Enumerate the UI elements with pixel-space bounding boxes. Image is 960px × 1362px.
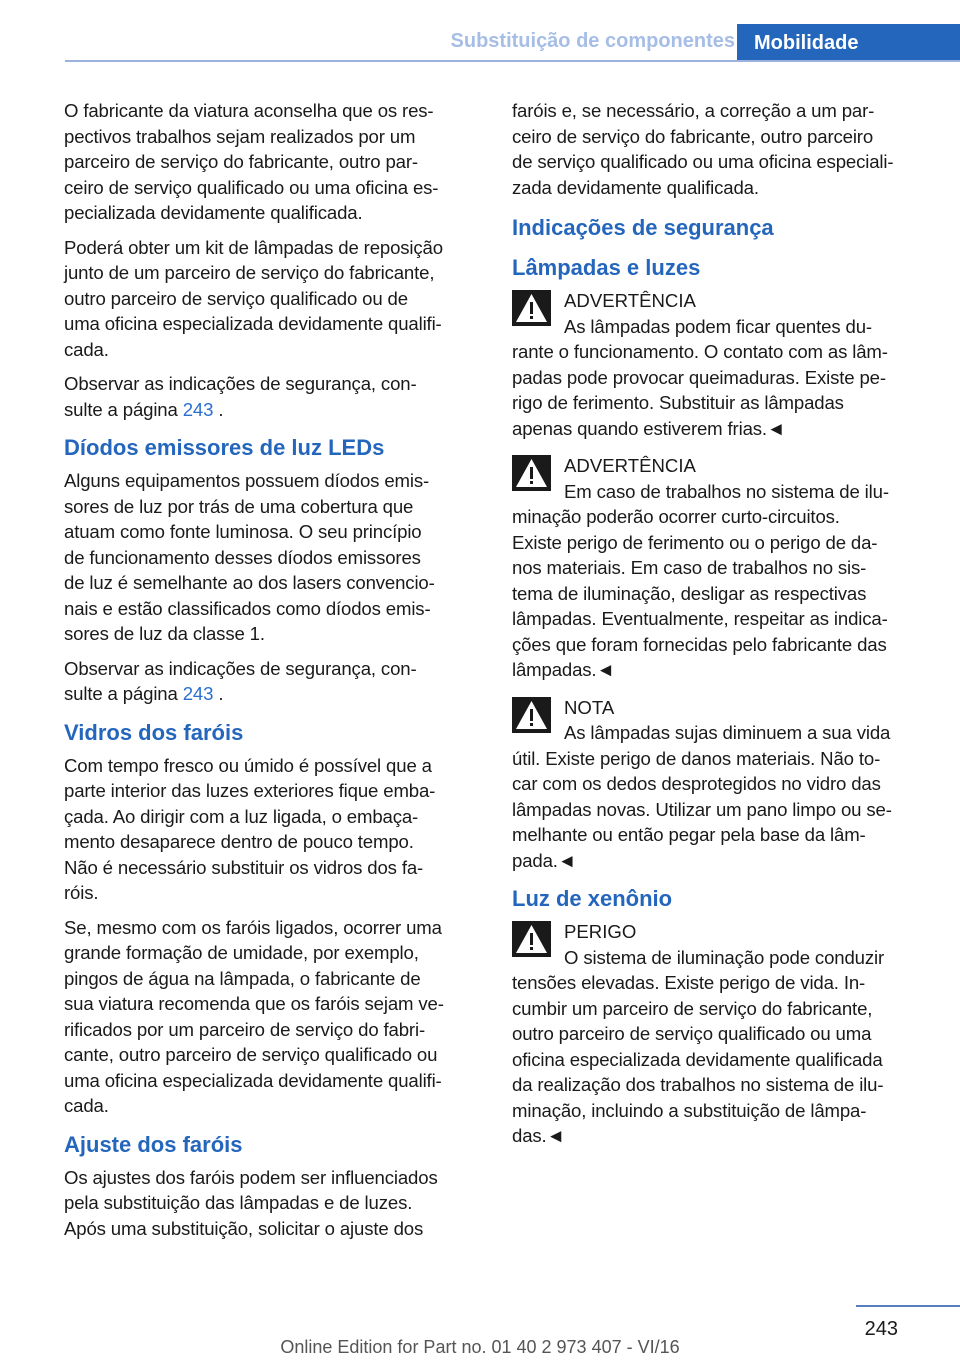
heading-xenon-light: Luz de xenônio bbox=[512, 886, 673, 911]
header-chapter-tab bbox=[737, 24, 960, 62]
paragraph-workshop-advice: O fabricante da viatura aconselha que os res- pectivos trabalhos sejam realizados por um parceiro de serviço do fabricante, outro par- ceiro de serviço qualificado ou uma oficina es- pecializada devidamente qualificada. bbox=[64, 100, 439, 223]
footer-edition-text: Online Edition for Part no. 01 40 2 973 407 - VI/16 bbox=[280, 1337, 680, 1357]
header-chapter-label: Mobilidade bbox=[754, 31, 859, 54]
warning-notice-short-circuit bbox=[512, 453, 930, 683]
danger-text: O sistema de iluminação pode conduzir tensões elevadas. Existe perigo de vida. In- cumbir um parceiro de serviço do fabricante, outro parceiro de serviço qualificado ou uma oficina especializada devidamente qualificada da realização dos trabalhos no sistema de ilu- minação, incluindo a substituição de lâmpa- das.◄ bbox=[512, 946, 885, 1146]
warning-triangle-icon bbox=[512, 290, 551, 326]
page-link-243[interactable]: 243 bbox=[182, 683, 214, 704]
warning-triangle-icon bbox=[512, 697, 551, 733]
note-title: NOTA bbox=[564, 696, 615, 718]
warning-triangle-icon bbox=[512, 921, 551, 957]
paragraph-adjustment-continued: faróis e, se necessário, a correção a um par- ceiro de serviço do fabricante, outro parceiro de serviço qualificado ou uma oficina especiali- zada devidamente qualificada. bbox=[512, 100, 894, 198]
note-text: As lâmpadas sujas diminuem a sua vida útil. Existe perigo de danos materiais. Não to- car com os dedos desprotegidos no vidro das lâmpadas novas. Utilizar um pano limpo ou se- melhante ou então pegar pela base da lâm- pada.◄ bbox=[512, 722, 892, 871]
right-column bbox=[512, 98, 930, 1161]
warning-text: Em caso de trabalhos no sistema de ilu- minação poderão ocorrer curto-circuitos. Existe perigo de ferimento ou o perigo de da- nos materiais. Em caso de trabalhos no sis- tema de iluminação, desligar as respectivas lâmpadas. Eventualmente, respeitar as indica- ções que foram fornecidas pelo fabricante das lâmpadas.◄ bbox=[512, 480, 889, 680]
warning-title: ADVERTÊNCIA bbox=[564, 290, 696, 311]
heading-leds: Díodos emissores de luz LEDs bbox=[64, 435, 385, 460]
heading-headlight-glass: Vidros dos faróis bbox=[64, 719, 244, 745]
danger-title: PERIGO bbox=[564, 921, 637, 942]
paragraph-humidity: Se, mesmo com os faróis ligados, ocorrer uma grande formação de umidade, por exemplo, pingos de água na lâmpada, o fabricante de sua viatura recomenda que os faróis sejam ve- rificados por um parceiro de serviço do fabri- cante, outro parceiro de serviço qualificado ou uma oficina especializada devidamente qualifi- cada. bbox=[64, 916, 444, 1116]
note-notice-dirty-bulbs bbox=[512, 695, 930, 874]
warning-title: ADVERTÊNCIA bbox=[564, 455, 696, 476]
footer-divider bbox=[856, 1305, 960, 1307]
paragraph-safety-reference-1: Observar as indicações de segurança, con- sulte a página 243 . bbox=[64, 373, 417, 420]
warning-text: As lâmpadas podem ficar quentes du- rante o funcionamento. O contato com as lâm- padas pode provocar queimaduras. Existe pe- rigo de ferimento. Substituir as lâmpadas apenas quando estiverem frias.◄ bbox=[512, 315, 888, 439]
paragraph-bulb-kit: Poderá obter um kit de lâmpadas de reposição junto de um parceiro de serviço do fabricante, outro parceiro de serviço qualificado ou de uma oficina especializada devidamente qualifi- cada. bbox=[64, 236, 443, 360]
heading-headlight-adjustment: Ajuste dos faróis bbox=[64, 1131, 243, 1157]
header-section-title: Substituição de componentes bbox=[450, 30, 735, 52]
page-header bbox=[65, 24, 960, 62]
warning-notice-hot-bulbs bbox=[512, 288, 930, 441]
heading-safety-instructions: Indicações de segurança bbox=[512, 215, 774, 240]
paragraph-condensation: Com tempo fresco ou úmido é possível que a parte interior das luzes exteriores fique emba- çada. Ao dirigir com a luz ligada, o embaça- mento desaparece dentro de pouco tempo. Não é necessário substituir os vidros dos fa- róis. bbox=[64, 754, 436, 903]
paragraph-adjustment: Os ajustes dos faróis podem ser influenciados pela substituição das lâmpadas e de luzes. Após uma substituição, solicitar o ajuste dos bbox=[64, 1166, 438, 1239]
warning-triangle-icon bbox=[512, 455, 551, 491]
header-divider bbox=[65, 60, 960, 62]
heading-bulbs-and-lights: Lâmpadas e luzes bbox=[512, 255, 701, 280]
page-link-243[interactable]: 243 bbox=[182, 398, 214, 420]
paragraph-leds: Alguns equipamentos possuem díodos emis- sores de luz por trás de uma cobertura que atuam como fonte luminosa. O seu princípio de funcionamento desses díodos emissores de luz é semelhante ao dos lasers convencio- nais e estão classificados como díodos emis- sores de luz da classe 1. bbox=[64, 470, 435, 644]
left-column bbox=[64, 98, 480, 1250]
page-number: 243 bbox=[864, 1318, 898, 1340]
danger-notice-high-voltage bbox=[512, 919, 930, 1149]
paragraph-safety-reference-2: Observar as indicações de segurança, con- sulte a página 243 . bbox=[64, 657, 417, 704]
